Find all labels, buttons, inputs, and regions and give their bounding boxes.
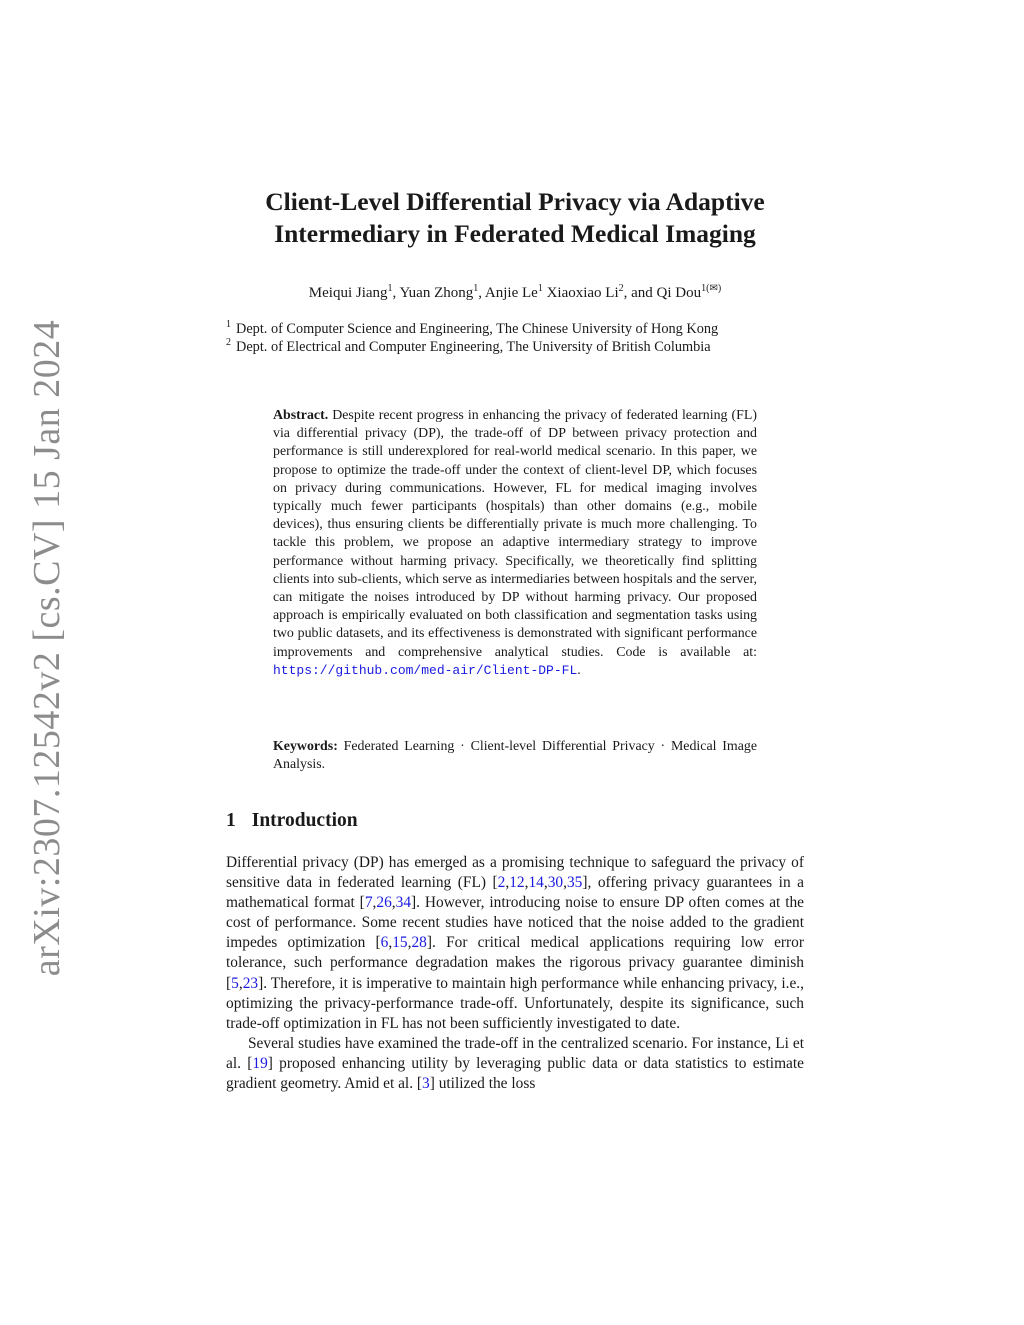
keywords-text: Federated Learning · Client-level Differential Privacy · Medical Image Analysis. <box>273 739 757 773</box>
title-line-2: Intermediary in Federated Medical Imaging <box>274 219 756 248</box>
abstract-end: . <box>577 662 581 678</box>
citation-separator: , <box>391 894 396 912</box>
citation-link[interactable]: 30 <box>547 874 564 892</box>
abstract-text: Despite recent progress in enhancing the privacy of federated learning (FL) via differential privacy (DP), the trade-off of DP between privacy protection and performance is still underexplored for real-world medical scenario. In this paper, we propose to optimize the trade-off under the context of client-level DP, which focuses on privacy during communications. However, FL for medical imaging involves typically much fewer participants (hospitals) than other domains (e.g., mobile devices), thus ensuring clients be differentially private is much more challenging. To tackle this problem, we propose an adaptive intermediary strategy to improve performance without harming privacy. Specifically, we theoretically find splitting clients into sub-clients, which serve as intermediaries between hospitals and the server, can mitigate the noises introduced by DP without harming privacy. Our proposed approach is empirically evaluated on both classification and segmentation tasks using two public datasets, and its effectiveness is demonstrated with significant performance improvements and comprehensive analytical studies. Code is available at: <box>273 408 757 660</box>
section-number: 1 <box>226 810 236 831</box>
author-name: Xiaoxiao Li <box>542 285 619 301</box>
affiliation-1 <box>226 320 816 338</box>
citation-link[interactable]: 6 <box>380 934 389 952</box>
citation-separator: , <box>372 894 377 912</box>
citation-link[interactable]: 7 <box>364 894 373 912</box>
code-repository-link[interactable]: https://github.com/med-air/Client-DP-FL <box>273 662 578 678</box>
author-affiliation-mark: 1 <box>387 283 393 294</box>
citation-link[interactable]: 15 <box>392 934 408 952</box>
citation-link[interactable]: 2 <box>497 874 506 892</box>
citation-link[interactable]: 34 <box>395 894 412 912</box>
author-name: , Yuan Zhong <box>392 285 474 301</box>
paragraph-text: ]. For critical medical applications requiring low error tolerance, such performance degradation makes the rigorous privacy guarantee diminish [ <box>226 934 805 992</box>
author-affiliation-mark: 2 <box>618 283 624 294</box>
introduction-body <box>226 853 804 1094</box>
paragraph-text: ]. However, introducing noise to ensure DP often comes at the cost of performance. Some recent studies have noticed that the noise added to the gradient impedes optimization [ <box>226 894 805 952</box>
citation-link[interactable]: 19 <box>252 1054 268 1072</box>
affiliation-mark: 2 <box>226 337 231 349</box>
paragraph-text: ] utilized the loss <box>429 1075 536 1093</box>
citation-separator: , <box>505 874 510 892</box>
citation-separator: , <box>524 874 529 892</box>
author-name: , and Qi Dou <box>623 285 702 301</box>
affiliation-text: Dept. of Electrical and Computer Engineering, The University of British Columbia <box>236 339 711 355</box>
abstract-label: Abstract. <box>273 408 329 423</box>
citation-separator: , <box>238 974 243 992</box>
citation-link[interactable]: 23 <box>242 974 259 992</box>
citation-link[interactable]: 35 <box>566 874 583 892</box>
title-line-1: Client-Level Differential Privacy via Adaptive <box>265 187 765 216</box>
arxiv-identifier-stamp: arXiv:2307.12542v2 [cs.CV] 15 Jan 2024 <box>26 319 68 977</box>
paragraph-2 <box>226 1034 804 1094</box>
corresponding-author-mark: 1(✉) <box>701 283 722 294</box>
affiliation-2 <box>226 338 816 356</box>
citation-separator: , <box>407 934 412 952</box>
citation-separator: , <box>388 934 393 952</box>
keywords-label: Keywords: <box>273 739 338 754</box>
affiliation-text: Dept. of Computer Science and Engineering, The Chinese University of Hong Kong <box>236 321 719 337</box>
paper-title <box>210 186 820 250</box>
citation-separator: , <box>543 874 548 892</box>
abstract <box>273 407 757 680</box>
paragraph-text: ], offering privacy guarantees in a mathematical format [ <box>226 874 804 912</box>
citation-link[interactable]: 12 <box>509 874 525 892</box>
paragraph-text: ]. Therefore, it is imperative to maintain high performance while enhancing privacy, i.e., optimizing the privacy-performance trade-off. Unfortunately, despite its significance, such trade-off optimization in FL has not been sufficiently investigated to date. <box>226 974 804 1032</box>
citation-link[interactable]: 26 <box>376 894 392 912</box>
citation-link[interactable]: 3 <box>422 1075 430 1093</box>
keywords <box>273 738 757 774</box>
paragraph-text: ] proposed enhancing utility by leveraging public data or data statistics to estimate gradient geometry. Amid et al. [ <box>226 1054 804 1093</box>
section-heading <box>226 810 358 832</box>
author-name: , Anjie Le <box>478 285 538 301</box>
author-affiliation-mark: 1 <box>537 283 543 294</box>
citation-link[interactable]: 14 <box>528 874 544 892</box>
citation-link[interactable]: 5 <box>231 974 239 992</box>
citation-separator: , <box>563 874 567 892</box>
section-title: Introduction <box>251 810 358 831</box>
paragraph-text: Several studies have examined the trade-off in the centralized scenario. For instance, Li et al. [ <box>226 1034 804 1072</box>
citation-link[interactable]: 28 <box>411 934 427 952</box>
paragraph-text: Differential privacy (DP) has emerged as a promising technique to safeguard the privacy of sensitive data in federated learning (FL) [ <box>226 854 804 892</box>
author-name: Meiqui Jiang <box>308 285 388 301</box>
author-list <box>200 285 830 302</box>
paragraph-1 <box>226 853 804 1034</box>
author-affiliation-mark: 1 <box>473 283 479 294</box>
affiliation-mark: 1 <box>226 319 231 331</box>
